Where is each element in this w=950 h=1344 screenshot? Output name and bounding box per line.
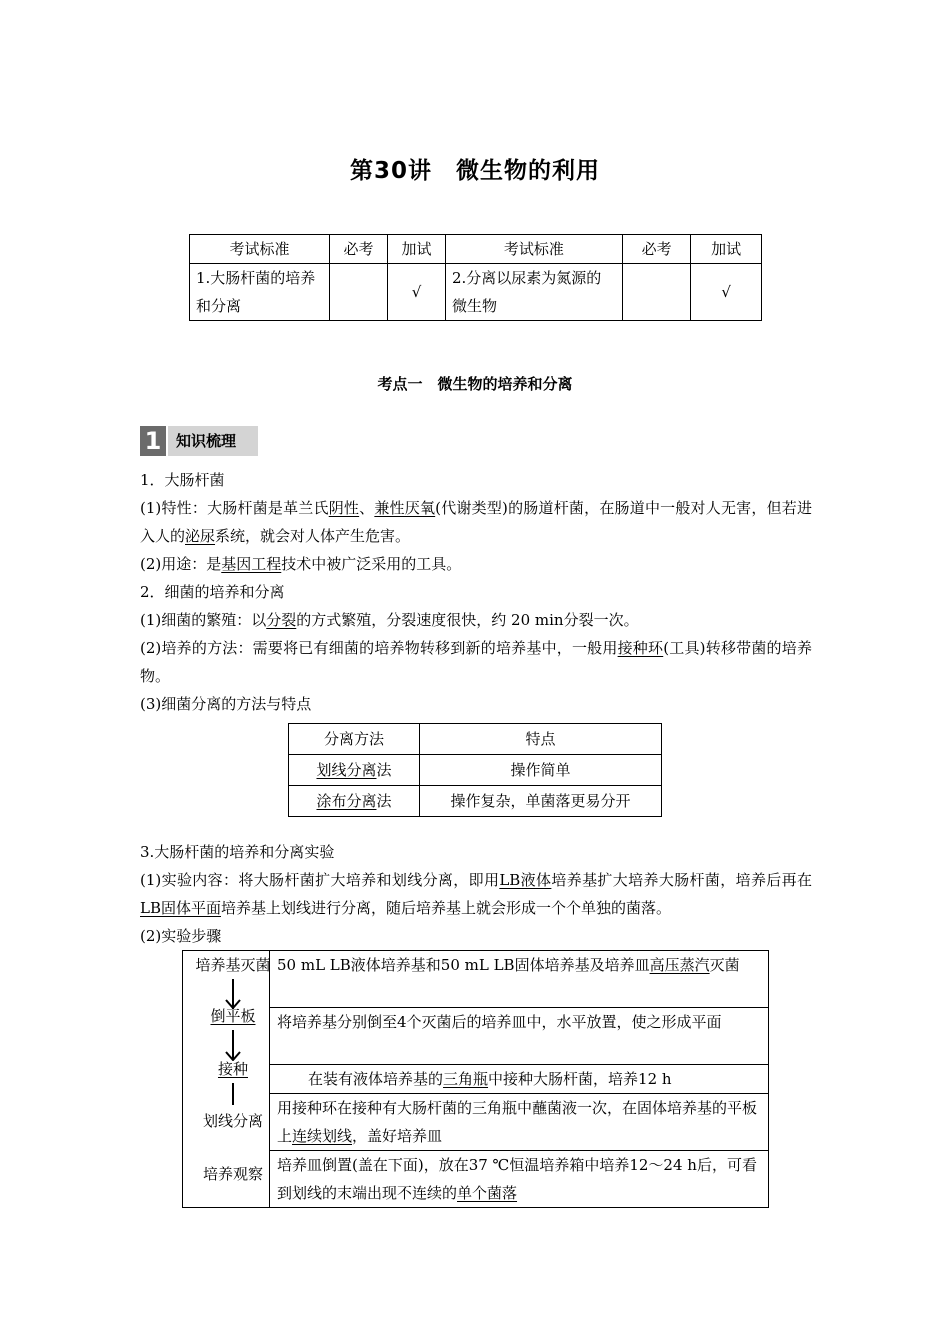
flow-step-pour-plate: 倒平板 (210, 1007, 256, 1025)
badge-number: 1 (140, 426, 166, 456)
section-3 (140, 838, 812, 950)
paragraph-ecoli-use: (2)用途：是基因工程技术中被广泛采用的工具。 (140, 555, 462, 573)
flow-diagram (183, 951, 270, 1208)
method-cell: 划线分离法 (289, 755, 420, 786)
paragraph-experiment-content: (1)实验内容：将大肠杆菌扩大培养和划线分离，即用LB液体培养基扩大培养大肠杆菌，培养后再在LB固体平面培养基上划线进行分离，随后培养基上就会形成一个个单独的菌落。 (140, 871, 812, 917)
table-row (183, 951, 769, 1008)
step-desc-incubate: 培养皿倒置(盖在下面)，放在37 ℃恒温培养箱中培养12～24 h后，可看到划线的末端出现不连续的单个菌落 (270, 1151, 769, 1208)
step-desc-streak: 用接种环在接种有大肠杆菌的三角瓶中蘸菌液一次，在固体培养基的平板上连续划线，盖好培养皿 (270, 1094, 769, 1151)
feature-cell: 操作复杂，单菌落更易分开 (420, 786, 662, 817)
arrow-line (232, 1083, 234, 1105)
method-cell: 涂布分离法 (289, 786, 420, 817)
col-header: 加试 (388, 235, 446, 264)
page-title: 第30讲 微生物的利用 (349, 158, 600, 184)
answer-blank: LB固体平面 (140, 899, 221, 917)
exam-standards-table (189, 234, 762, 321)
col-header: 必考 (622, 235, 690, 264)
answer-blank: 高压蒸汽 (649, 956, 710, 974)
heading-ecoli: 1．大肠杆菌 (140, 471, 225, 489)
col-header: 分离方法 (289, 724, 420, 755)
experiment-steps-table (182, 950, 769, 1208)
table-row (190, 264, 762, 321)
paragraph-experiment-steps: (2)实验步骤 (140, 927, 222, 945)
answer-blank: 泌尿 (185, 527, 216, 545)
table-header-row (190, 235, 762, 264)
required-cell (622, 264, 690, 321)
paragraph-culture-method: (2)培养的方法：需要将已有细菌的培养物转移到新的培养基中，一般用接种环(工具)转移带菌的培养物。 (140, 639, 812, 685)
required-cell (330, 264, 388, 321)
paragraph-ecoli-traits: (1)特性：大肠杆菌是革兰氏阴性、兼性厌氧(代谢类型)的肠道杆菌，在肠道中一般对人无害，但若进入人的泌尿系统，就会对人体产生危害。 (140, 499, 812, 545)
flow-step-inoculate: 接种 (217, 1060, 248, 1078)
extra-check-cell: √ (388, 264, 446, 321)
answer-blank: 三角瓶 (443, 1070, 489, 1088)
extra-check-cell: √ (691, 264, 762, 321)
table-row (289, 786, 662, 817)
step-desc-inoculate: 在装有液体培养基的三角瓶中接种大肠杆菌，培养12 h (270, 1065, 769, 1094)
col-header: 加试 (691, 235, 762, 264)
separation-methods-table (288, 723, 662, 817)
table-header-row (289, 724, 662, 755)
standard-cell: 2.分离以尿素为氮源的微生物 (445, 264, 622, 321)
col-header: 考试标准 (445, 235, 622, 264)
flow-step-incubate: 培养观察 (202, 1165, 263, 1183)
step-desc-sterilize: 50 mL LB液体培养基和50 mL LB固体培养基及培养皿高压蒸汽灭菌 (270, 951, 769, 1008)
col-header: 特点 (420, 724, 662, 755)
knowledge-badge (140, 426, 258, 456)
section-title: 考点一 微生物的培养和分离 (377, 375, 573, 393)
standard-cell: 1.大肠杆菌的培养和分离 (190, 264, 330, 321)
badge-label: 知识梳理 (168, 426, 258, 456)
heading-bacteria-culture: 2．细菌的培养和分离 (140, 583, 285, 601)
table-row (289, 755, 662, 786)
paragraph-separation-methods: (3)细菌分离的方法与特点 (140, 695, 312, 713)
answer-blank: 接种环 (617, 639, 664, 657)
flow-step-streak: 划线分离 (202, 1112, 263, 1130)
answer-blank: LB液体 (499, 871, 552, 889)
col-header: 必考 (330, 235, 388, 264)
answer-blank: 基因工程 (221, 555, 282, 573)
heading-experiment: 3.大肠杆菌的培养和分离实验 (140, 843, 335, 861)
col-header: 考试标准 (190, 235, 330, 264)
answer-blank: 阴性 (328, 499, 360, 517)
paragraph-reproduction: (1)细菌的繁殖：以分裂的方式繁殖，分裂速度很快，约 20 min分裂一次。 (140, 611, 639, 629)
answer-blank: 兼性厌氧 (374, 499, 436, 517)
answer-blank: 分裂 (266, 611, 297, 629)
feature-cell: 操作简单 (420, 755, 662, 786)
section-1 (140, 466, 812, 718)
flow-step-sterilize: 培养基灭菌 (195, 956, 271, 974)
answer-blank: 单个菌落 (457, 1184, 518, 1202)
answer-blank: 连续划线 (292, 1127, 353, 1145)
step-desc-pour-plate: 将培养基分别倒至4个灭菌后的培养皿中，水平放置，使之形成平面 (270, 1008, 769, 1065)
